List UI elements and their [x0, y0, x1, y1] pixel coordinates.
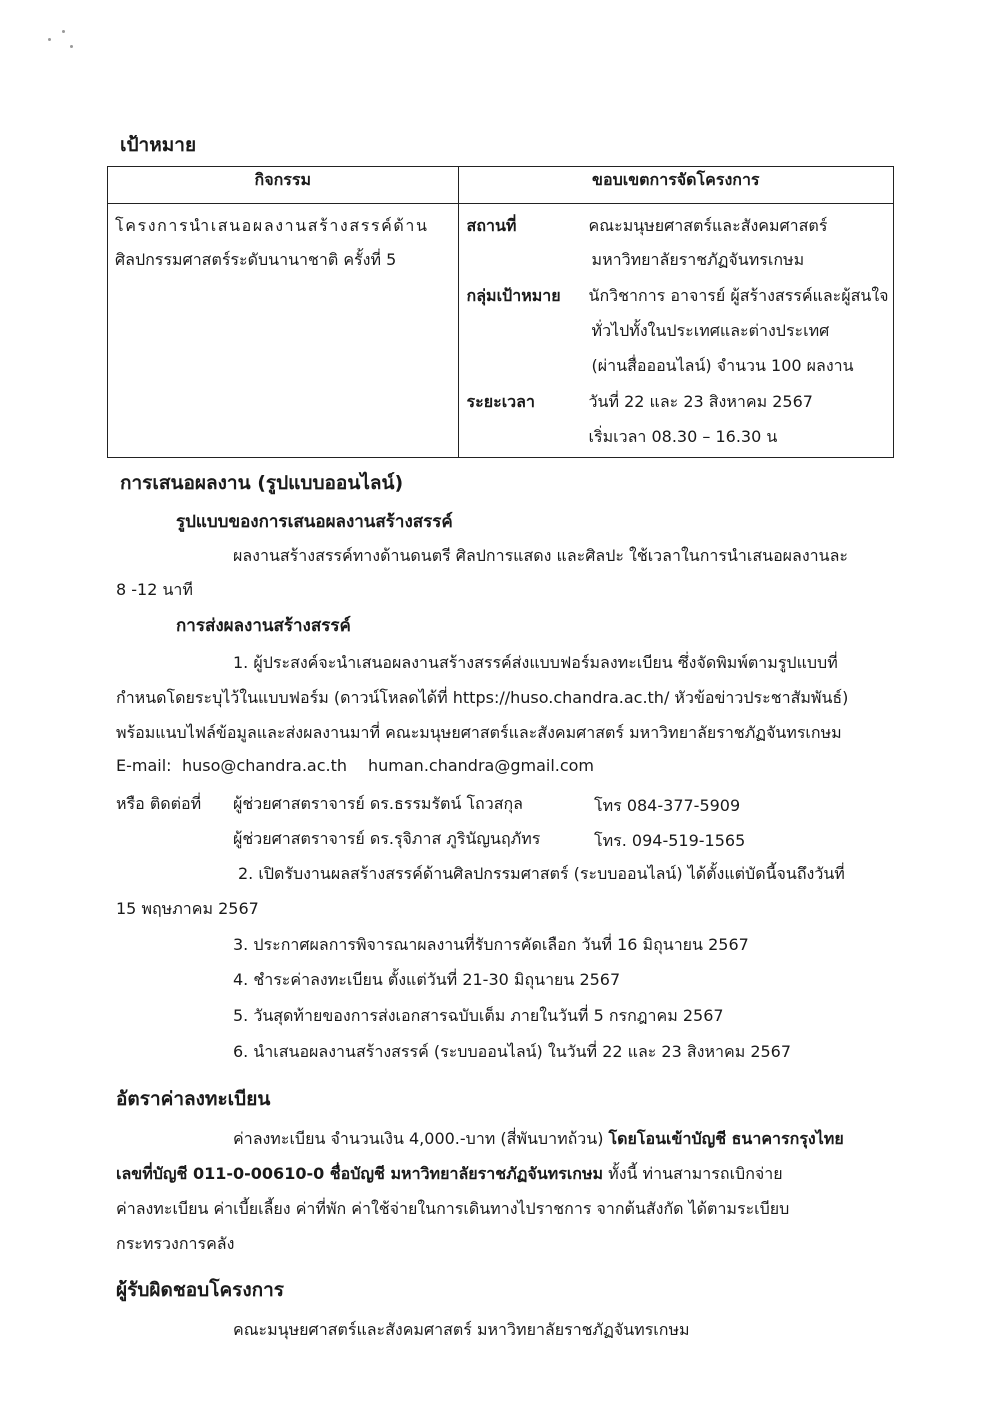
presentation-heading: การเสนอผลงาน (รูปแบบออนไลน์): [120, 472, 404, 494]
item-1-line: พร้อมแนบไฟล์ข้อมูลและส่งผลงานมาที่ คณะมนุษยศาสตร์และสังคมศาสตร์ มหาวิทยาลัยราชภัฏจันทรเกษม: [116, 723, 842, 742]
col-activity-header: กิจกรรม: [108, 167, 459, 204]
item-5: 5. วันสุดท้ายของการส่งเอกสารฉบับเต็ม ภายในวันที่ 5 กรกฎาคม 2567: [233, 1006, 724, 1025]
venue-line: คณะมนุษยศาสตร์และสังคมศาสตร์: [588, 216, 828, 235]
responsible-heading: ผู้รับผิดชอบโครงการ: [116, 1279, 285, 1301]
venue-label: สถานที่: [466, 216, 517, 235]
fee-bank-text: โดยโอนเข้าบัญชี ธนาคารกรุงไทย: [608, 1129, 844, 1148]
format-line: 8 -12 นาที: [116, 580, 193, 599]
fee-line: [233, 1127, 844, 1152]
period-line: เริ่มเวลา 08.30 – 16.30 น: [588, 427, 778, 446]
item-4: 4. ชำระค่าลงทะเบียน ตั้งแต่วันที่ 21-30 มิถุนายน 2567: [233, 970, 621, 989]
item-2-line: 15 พฤษภาคม 2567: [116, 899, 259, 918]
fee-heading: อัตราค่าลงทะเบียน: [116, 1088, 271, 1110]
fee-amount-text: ค่าลงทะเบียน จำนวนเงิน 4,000.-บาท (สี่พันบาทถ้วน): [233, 1129, 609, 1148]
period-label: ระยะเวลา: [466, 392, 535, 411]
contact-name: ผู้ช่วยศาสตราจารย์ ดร.ธรรมรัตน์ โถวสกุล: [233, 794, 523, 813]
venue-line: มหาวิทยาลัยราชภัฏจันทรเกษม: [591, 250, 805, 269]
contact-name: ผู้ช่วยศาสตราจารย์ ดร.รุจิภาส ภูรินัญนฤภัทร: [233, 829, 541, 848]
contact-phone: โทร. 094-519-1565: [594, 831, 746, 850]
target-heading: เป้าหมาย: [120, 134, 197, 156]
contact-phone: โทร 084-377-5909: [594, 796, 741, 815]
format-heading: รูปแบบของการเสนอผลงานสร้างสรรค์: [176, 512, 453, 532]
period-line: วันที่ 22 และ 23 สิงหาคม 2567: [588, 392, 813, 411]
submit-heading: การส่งผลงานสร้างสรรค์: [176, 616, 351, 636]
fee-line: กระทรวงการคลัง: [116, 1234, 235, 1253]
contact-label: หรือ ติดต่อที่: [116, 794, 202, 813]
email-label: E-mail:: [116, 756, 172, 775]
fee-account-text: เลขที่บัญชี 011-0-00610-0 ชื่อบัญชี มหาวิทยาลัยราชภัฏจันทรเกษม: [116, 1164, 604, 1183]
scan-speck: [62, 30, 65, 33]
scan-speck: [48, 38, 51, 41]
group-line: (ผ่านสื่อออนไลน์) จำนวน 100 ผลงาน: [591, 356, 854, 375]
format-line: ผลงานสร้างสรรค์ทางด้านดนตรี ศิลปการแสดง และศิลปะ ใช้เวลาในการนำเสนอผลงานละ: [233, 546, 848, 565]
item-1-line: กำหนดโดยระบุไว้ในแบบฟอร์ม (ดาวน์โหลดได้ที่ https://huso.chandra.ac.th/ หัวข้อข่าวประชาสัมพันธ์): [116, 688, 849, 707]
group-line: ทั่วไปทั้งในประเทศและต่างประเทศ: [591, 321, 830, 340]
scan-speck: [70, 45, 73, 48]
item-1-line: 1. ผู้ประสงค์จะนำเสนอผลงานสร้างสรรค์ส่งแบบฟอร์มลงทะเบียน ซึ่งจัดพิมพ์ตามรูปแบบที่: [233, 653, 838, 672]
col-scope-header: ขอบเขตการจัดโครงการ: [458, 167, 893, 204]
group-line: นักวิชาการ อาจารย์ ผู้สร้างสรรค์และผู้สนใจ: [588, 286, 889, 305]
fee-reimburse-text: ทั้งนี้ ท่านสามารถเบิกจ่าย: [603, 1164, 783, 1183]
item-3: 3. ประกาศผลการพิจารณาผลงานที่รับการคัดเลือก วันที่ 16 มิถุนายน 2567: [233, 935, 749, 954]
item-2-line: 2. เปิดรับงานผลสร้างสรรค์ด้านศิลปกรรมศาสตร์ (ระบบออนไลน์) ได้ตั้งแต่บัดนี้จนถึงวันที่: [238, 864, 845, 883]
fee-line: ค่าลงทะเบียน ค่าเบี้ยเลี้ยง ค่าที่พัก ค่าใช้จ่ายในการเดินทางไปราชการ จากต้นสังกัด ได้ตามระเบียบ: [116, 1199, 790, 1218]
email-link[interactable]: huso@chandra.ac.th: [182, 756, 348, 775]
activity-cell: [108, 204, 459, 458]
fee-line: [116, 1162, 783, 1187]
target-table: [107, 166, 894, 458]
scope-cell: [458, 204, 893, 458]
item-6: 6. นำเสนอผลงานสร้างสรรค์ (ระบบออนไลน์) ในวันที่ 22 และ 23 สิงหาคม 2567: [233, 1042, 792, 1061]
group-label: กลุ่มเป้าหมาย: [466, 286, 561, 305]
responsible-line: คณะมนุษยศาสตร์และสังคมศาสตร์ มหาวิทยาลัยราชภัฏจันทรเกษม: [233, 1320, 690, 1339]
email-link[interactable]: human.chandra@gmail.com: [368, 756, 595, 775]
activity-line: ศิลปกรรมศาสตร์ระดับนานาชาติ ครั้งที่ 5: [115, 250, 397, 269]
activity-line: โครงการนำเสนอผลงานสร้างสรรค์ด้าน: [115, 216, 429, 235]
